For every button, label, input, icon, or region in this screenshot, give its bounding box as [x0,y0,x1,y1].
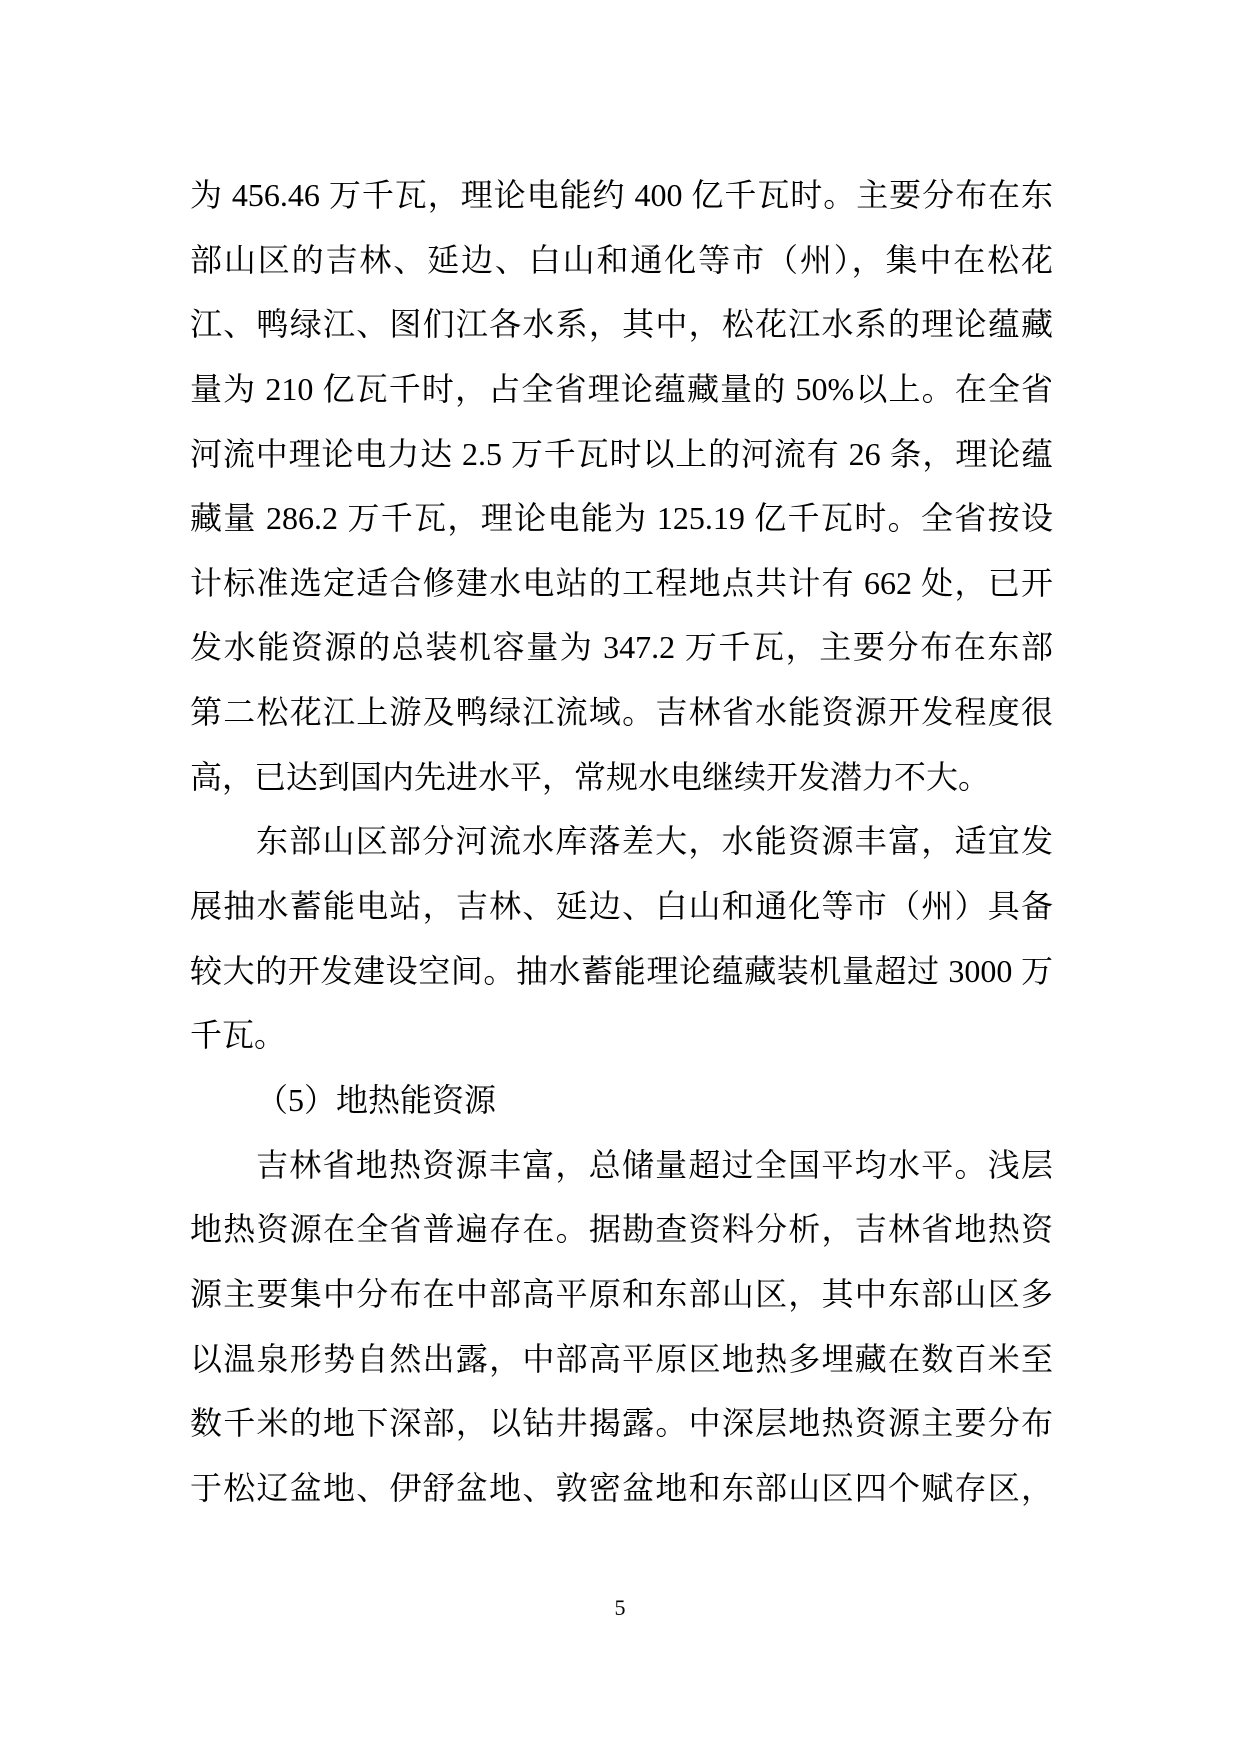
text-line: 第二松花江上游及鸭绿江流域。吉林省水能资源开发程度很 [190,694,1053,731]
text-line: 地热资源在全省普遍存在。据勘查资料分析，吉林省地热资 [190,1211,1053,1248]
text-line: 藏量 286.2 万千瓦，理论电能为 125.19 亿千瓦时。全省按设 [190,500,1053,537]
text-line: 千瓦。 [190,1017,287,1054]
text-line: 为 456.46 万千瓦，理论电能约 400 亿千瓦时。主要分布在东 [190,177,1053,213]
text-line: （5）地热能资源 [256,1081,497,1118]
text-line: 东部山区部分河流水库落差大，水能资源丰富，适宜发 [256,823,1053,860]
text-line: 源主要集中分布在中部高平原和东部山区，其中东部山区多 [190,1275,1053,1312]
text-line: 部山区的吉林、延边、白山和通化等市（州），集中在松花 [190,241,1053,278]
text-line: 以温泉形势自然出露，中部高平原区地热多埋藏在数百米至 [190,1340,1053,1377]
text-line: 河流中理论电力达 2.5 万千瓦时以上的河流有 26 条，理论蕴 [190,435,1053,472]
text-line: 量为 210 亿瓦千时，占全省理论蕴藏量的 50%以上。在全省 [190,370,1053,407]
text-line: 计标准选定适合修建水电站的工程地点共计有 662 处，已开 [190,564,1053,601]
text-line: 展抽水蓄能电站，吉林、延边、白山和通化等市（州）具备 [190,888,1053,925]
text-line: 于松辽盆地、伊舒盆地、敦密盆地和东部山区四个赋存区， [190,1469,1053,1506]
page-number: 5 [614,1595,626,1620]
text-line: 数千米的地下深部，以钻井揭露。中深层地热资源主要分布 [190,1405,1053,1442]
text-line: 较大的开发建设空间。抽水蓄能理论蕴藏装机量超过 3000 万 [190,952,1053,989]
text-line: 吉林省地热资源丰富，总储量超过全国平均水平。浅层 [256,1146,1053,1183]
text-line: 高，已达到国内先进水平，常规水电继续开发潜力不大。 [190,758,991,795]
text-line: 发水能资源的总装机容量为 347.2 万千瓦，主要分布在东部 [190,629,1053,666]
text-line: 江、鸭绿江、图们江各水系，其中，松花江水系的理论蕴藏 [190,306,1053,343]
document-body [190,163,1053,1520]
